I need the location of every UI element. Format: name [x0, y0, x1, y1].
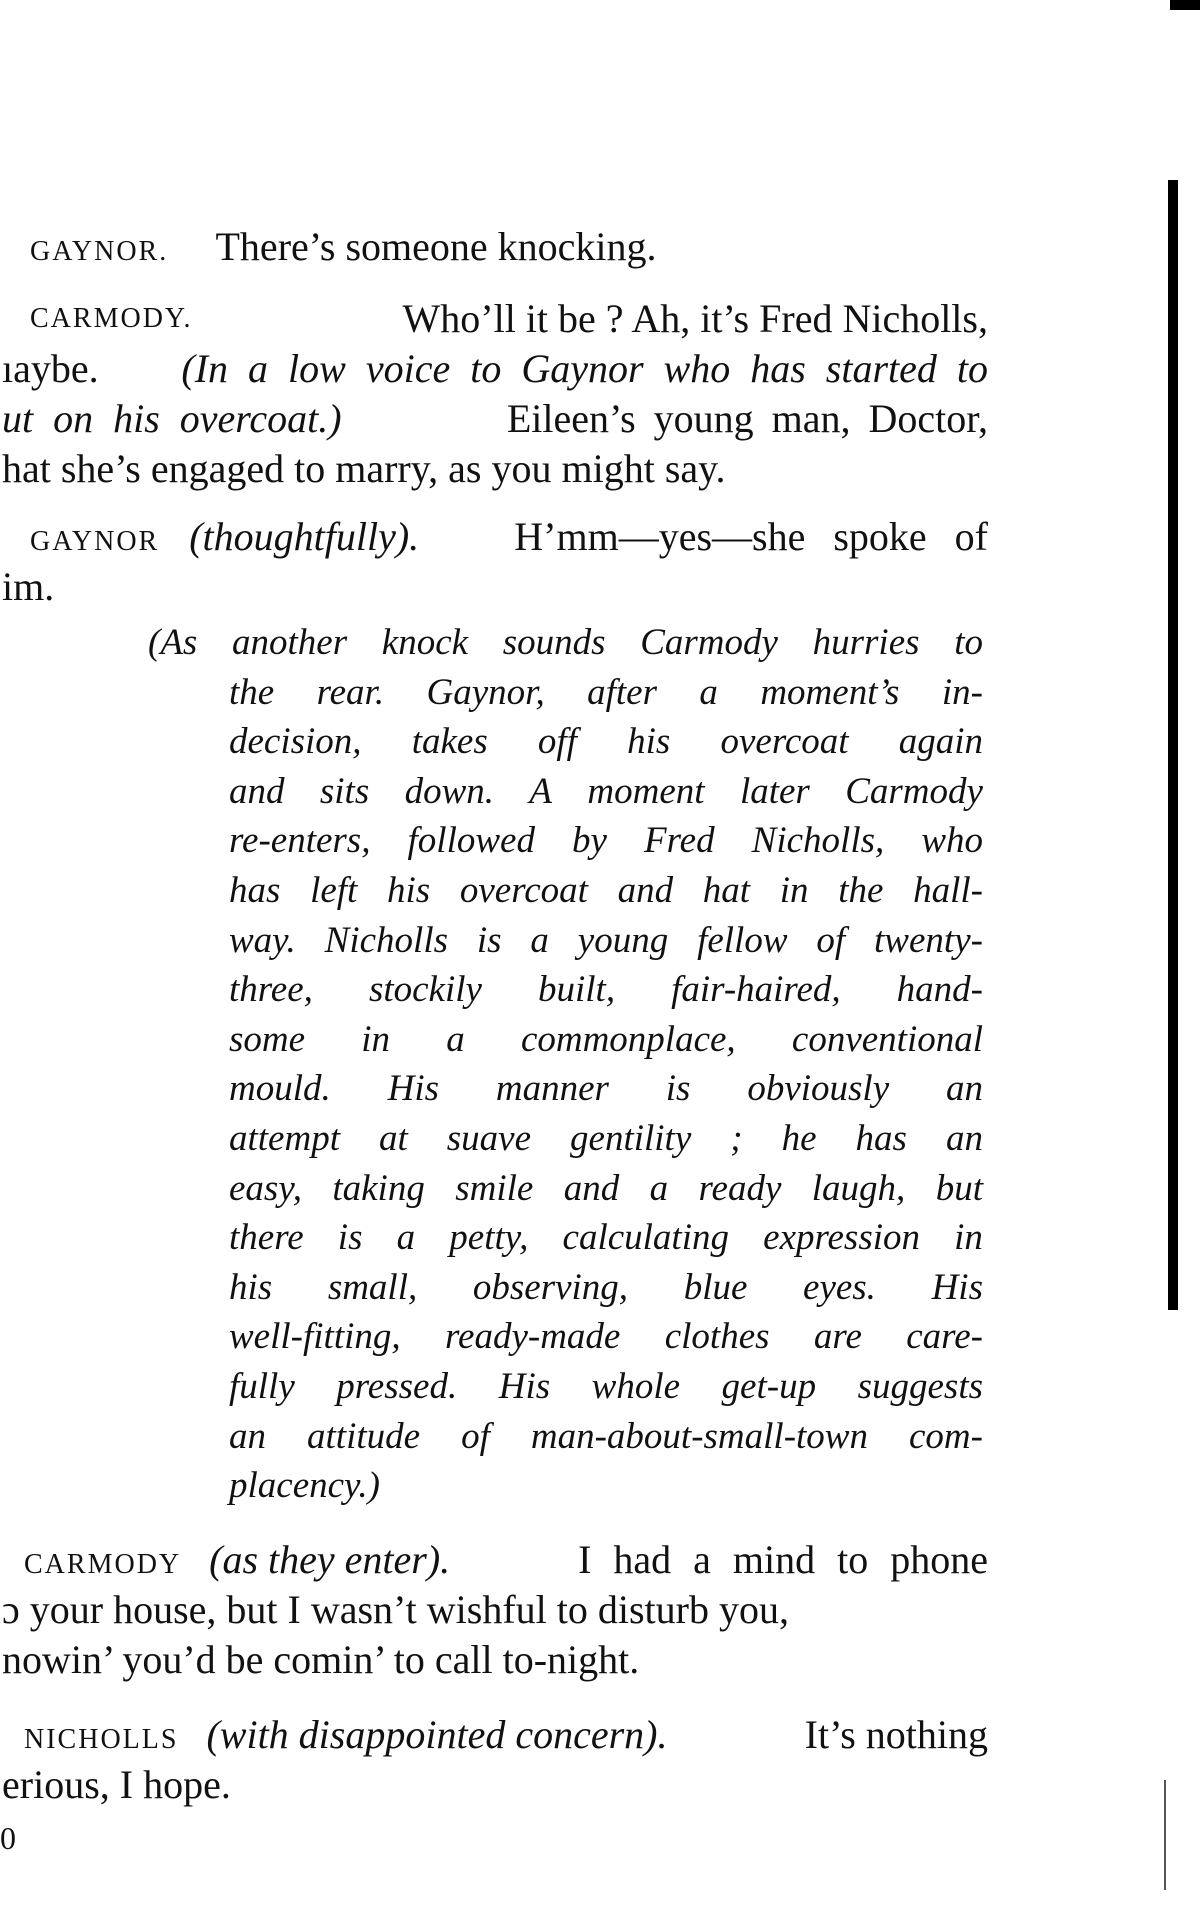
- dialogue-line: [24, 1710, 988, 1765]
- dialogue-line: [2, 1760, 231, 1810]
- dialogue-line: [2, 562, 54, 612]
- dialogue-line: [30, 294, 988, 344]
- stage-direction-inline: (thoughtfully).: [189, 514, 420, 559]
- stage-direction-block: [148, 618, 983, 1511]
- stage-direction-line: and sits down. A moment later Carmody: [229, 770, 983, 812]
- dialogue-text: H’mm—yes—she spoke of: [514, 514, 988, 559]
- stage-direction-line: mould. His manner is obviously an: [229, 1068, 983, 1110]
- stage-direction-inline: (In a low voice to Gaynor who has started to: [181, 346, 988, 391]
- dialogue-text: im.: [2, 564, 55, 609]
- dialogue-text: There’s someone knocking.: [215, 224, 657, 269]
- stage-direction-line: easy, taking smile and a ready laugh, but: [229, 1167, 983, 1209]
- stage-direction-line: three, stockily built, fair-haired, hand-: [229, 969, 983, 1011]
- stage-direction-line: way. Nicholls is a young fellow of twenty-: [229, 919, 983, 961]
- dialogue-line: [24, 1535, 988, 1590]
- dialogue-line: [30, 222, 657, 277]
- dialogue-line: [30, 512, 988, 567]
- dialogue-text: Who’ll it be ? Ah, it’s Fred Nicholls,: [402, 296, 988, 341]
- dialogue-text: ıaybe.: [2, 346, 99, 391]
- speaker-name: CARMODY.: [30, 303, 193, 334]
- stage-direction-line: has left his overcoat and hat in the hall-: [229, 869, 983, 911]
- scan-edge-shadow: [1168, 180, 1178, 1310]
- stage-direction-inline: (with disappointed concern).: [206, 1712, 668, 1757]
- speaker-name: GAYNOR: [30, 526, 160, 557]
- dialogue-text: hat she’s engaged to marry, as you might say.: [2, 446, 726, 491]
- page-number: 0: [0, 1820, 16, 1856]
- speaker-name: GAYNOR.: [30, 236, 169, 267]
- stage-direction-line: well-fitting, ready-made clothes are care-: [229, 1316, 983, 1358]
- stage-direction-line: there is a petty, calculating expression in: [229, 1217, 983, 1259]
- stage-direction-line: some in a commonplace, conventional: [229, 1018, 983, 1060]
- dialogue-text: It’s nothing: [804, 1712, 988, 1757]
- stage-direction-line: (As another knock sounds Carmody hurries to: [148, 622, 983, 663]
- stage-direction-line: attempt at suave gentility ; he has an: [229, 1117, 983, 1159]
- dialogue-text: erious, I hope.: [2, 1762, 231, 1807]
- dialogue-line: [2, 1635, 639, 1685]
- dialogue-text: nowin’ you’d be comin’ to call to-night.: [2, 1637, 640, 1682]
- stage-direction-inline: ut on his overcoat.): [2, 396, 342, 441]
- dialogue-text: ɔ your house, but I wasn’t wishful to disturb you,: [2, 1587, 789, 1632]
- stage-direction-line: placency.): [229, 1465, 380, 1507]
- dialogue-line: [2, 1585, 789, 1635]
- stage-direction-line: decision, takes off his overcoat again: [229, 721, 983, 763]
- stage-direction-line: fully pressed. His whole get-up suggests: [229, 1365, 983, 1407]
- stage-direction-line: re-enters, followed by Fred Nicholls, who: [229, 820, 983, 862]
- stage-direction-line: his small, observing, blue eyes. His: [229, 1266, 983, 1308]
- stage-direction-line: an attitude of man-about-small-town com-: [229, 1415, 983, 1457]
- dialogue-line: [2, 394, 988, 444]
- speaker-name: NICHOLLS: [24, 1724, 179, 1755]
- scan-edge-mark: [1170, 0, 1200, 10]
- dialogue-line: [2, 444, 726, 494]
- dialogue-text: I had a mind to phone: [578, 1537, 988, 1582]
- speaker-name: CARMODY: [24, 1549, 182, 1580]
- stage-direction-line: the rear. Gaynor, after a moment’s in-: [229, 671, 983, 713]
- dialogue-line: [2, 344, 988, 394]
- dialogue-text: Eileen’s young man, Doctor,: [506, 396, 988, 441]
- scan-edge-line: [1164, 1780, 1166, 1890]
- stage-direction-inline: (as they enter).: [209, 1537, 451, 1582]
